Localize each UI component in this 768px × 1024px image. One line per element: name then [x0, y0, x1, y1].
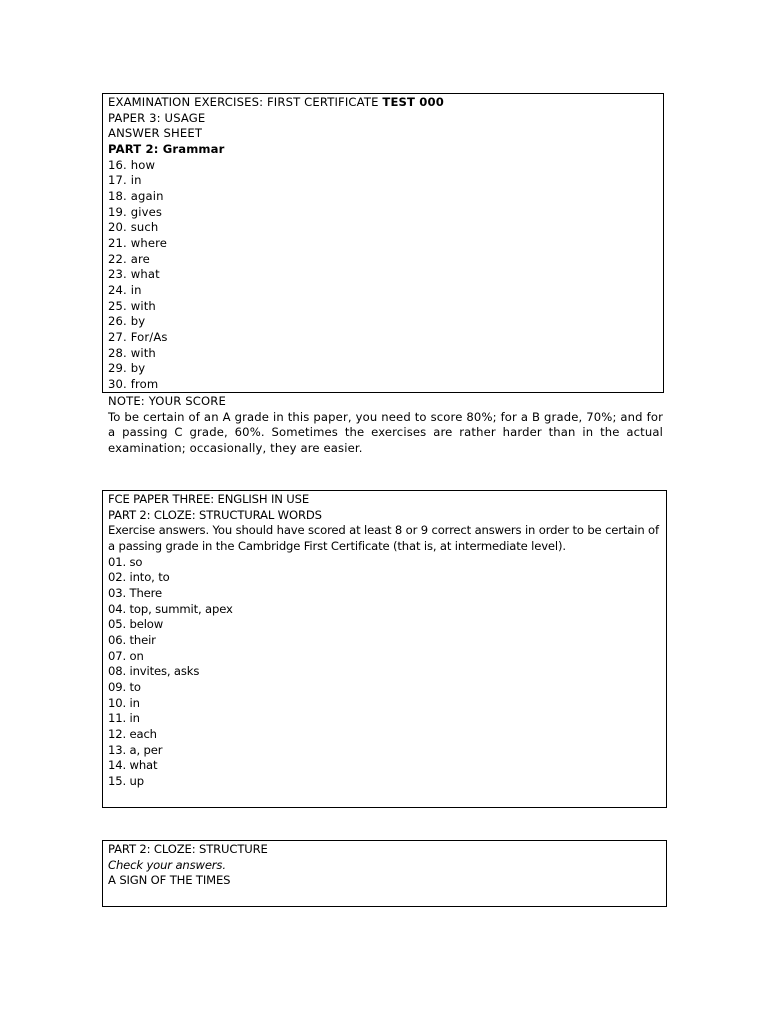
fce-intro: Exercise answers. You should have scored at least 8 or 9 correct answers in order to be certain of a passing grade in the Cambridge First Certificate (that is, at intermediate level). [108, 523, 659, 553]
score-note-text: To be certain of an A grade in this paper, you need to score 80%; for a B grade, 70%; and for a passing C grade, 60%. Sometimes the exercises are rather harder than in the actual examination; occasionally, they are easier. [108, 409, 663, 455]
check-answers-text: Check your answers. [108, 857, 226, 872]
answer-item: 13. a, per [108, 742, 163, 757]
answer-sheet-label: ANSWER SHEET [108, 126, 203, 141]
answer-item: 15. up [108, 773, 144, 788]
answer-item: 27. For/As [108, 329, 168, 344]
answer-item: 23. what [108, 267, 160, 282]
answer-item: 11. in [108, 711, 140, 726]
fce-answers-box [102, 490, 667, 808]
answer-item: 18. again [108, 188, 164, 203]
cloze-title: A SIGN OF THE TIMES [108, 873, 231, 888]
cloze-part-heading: PART 2: CLOZE: STRUCTURE [108, 842, 268, 856]
answer-item: 20. such [108, 220, 159, 235]
answer-item: 21. where [108, 235, 168, 250]
answer-item: 03. There [108, 585, 162, 600]
answer-item: 08. invites, asks [108, 664, 200, 679]
answer-sheet-box [102, 93, 664, 393]
fce-part-heading: PART 2: CLOZE: STRUCTURAL WORDS [108, 507, 322, 522]
answer-item: 14. what [108, 758, 158, 773]
exam-title [108, 95, 658, 111]
answer-item: 04. top, summit, apex [108, 601, 233, 616]
answer-item: 09. to [108, 679, 141, 694]
paper-label: PAPER 3: USAGE [108, 110, 206, 125]
score-note-heading: NOTE: YOUR SCORE [108, 394, 226, 408]
answer-item: 28. with [108, 345, 156, 360]
score-note [108, 394, 663, 457]
answer-item: 01. so [108, 554, 143, 569]
answer-item: 06. their [108, 632, 156, 647]
answer-item: 10. in [108, 695, 140, 710]
answer-item: 17. in [108, 173, 142, 188]
answer-item: 29. by [108, 361, 146, 376]
part-heading: PART 2: Grammar [108, 141, 225, 156]
answer-item: 02. into, to [108, 570, 170, 585]
answer-item: 22. are [108, 251, 150, 266]
answer-item: 05. below [108, 617, 164, 632]
answer-item: 25. with [108, 298, 156, 313]
cloze-structure-box [102, 840, 667, 907]
fce-title: FCE PAPER THREE: ENGLISH IN USE [108, 492, 310, 506]
answer-item: 16. how [108, 157, 156, 172]
answer-item: 19. gives [108, 204, 163, 219]
answer-item: 26. by [108, 314, 146, 329]
exam-test-number: TEST 000 [382, 95, 444, 109]
answer-item: 12. each [108, 726, 157, 741]
answer-item: 30. from [108, 376, 159, 391]
answer-item: 07. on [108, 648, 144, 663]
answer-item: 24. in [108, 282, 142, 297]
exam-title-prefix: EXAMINATION EXERCISES: FIRST CERTIFICATE [108, 95, 383, 109]
